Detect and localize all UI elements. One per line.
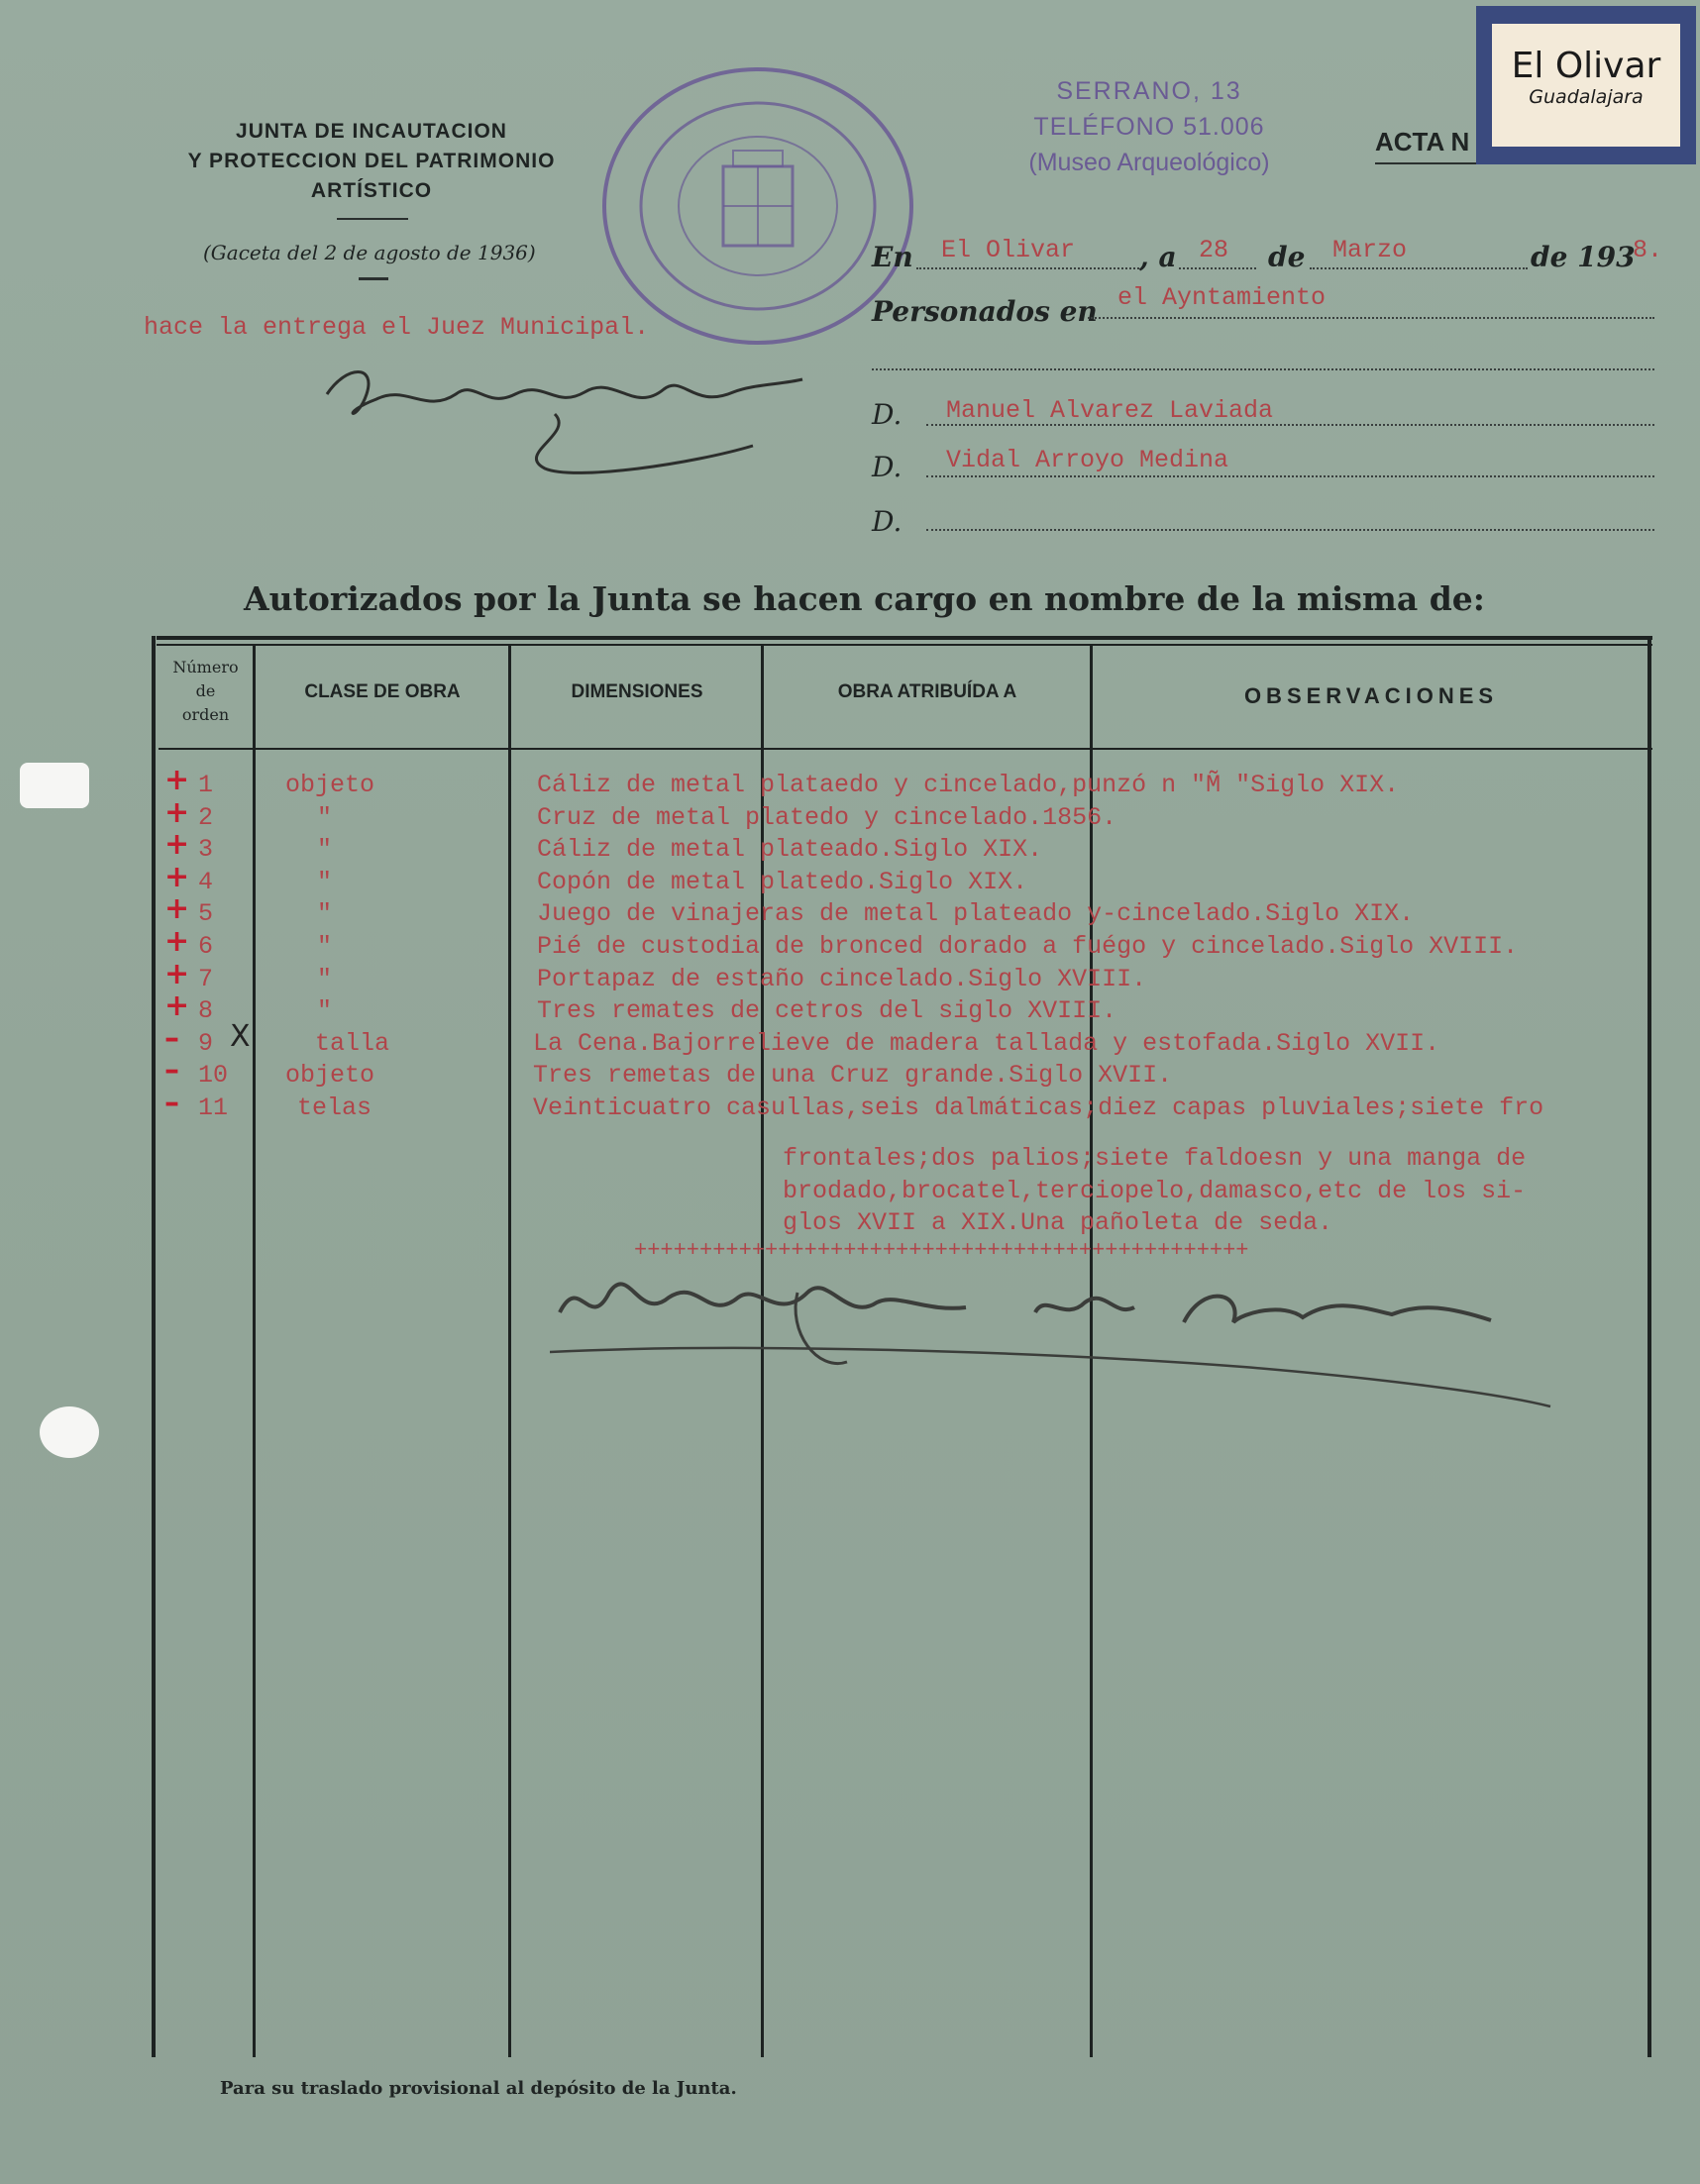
row-check-mark: – xyxy=(164,1053,179,1088)
row-description: Pié de custodia de bronced dorado a fuégo y cincelado.Siglo XVIII. xyxy=(537,932,1519,961)
month-label: de xyxy=(1268,241,1306,273)
table-col-divider-2 xyxy=(508,644,511,2057)
row-number: 6 xyxy=(198,932,214,961)
personados-dots-2 xyxy=(872,368,1654,370)
table-header-rule xyxy=(159,748,1652,750)
person-3-label: D. xyxy=(872,505,903,538)
row-number: 1 xyxy=(198,771,214,799)
person-2-dots xyxy=(926,475,1654,477)
row-description: Juego de vinajeras de metal plateado y-cincelado.Siglo XIX. xyxy=(537,899,1415,928)
row-check-mark: + xyxy=(164,795,190,830)
row-clase: telas xyxy=(297,1093,372,1122)
row-check-mark: – xyxy=(164,1021,179,1056)
row-clase: " xyxy=(317,996,333,1025)
row-description: Tres remates de cetros del siglo XVIII. xyxy=(537,996,1117,1025)
header-clase-de-obra: CLASE DE OBRA xyxy=(304,681,461,702)
person-3-dots xyxy=(926,529,1654,531)
row-check-mark: + xyxy=(164,957,190,991)
issuer-line-3: ARTÍSTICO xyxy=(310,179,433,202)
person-1-label: D. xyxy=(872,398,903,431)
punch-hole-2 xyxy=(40,1406,99,1458)
place-label: En xyxy=(872,241,913,273)
place-value: El Olivar xyxy=(941,236,1076,264)
row-check-mark: + xyxy=(164,924,190,959)
address-line-1: SERRANO, 13 xyxy=(1056,77,1242,105)
row-clase: " xyxy=(317,899,333,928)
row-description: Cáliz de metal plateado.Siglo XIX. xyxy=(537,835,1043,864)
row-clase: " xyxy=(317,932,333,961)
place-dots xyxy=(916,267,1139,269)
day-value: 28 xyxy=(1199,236,1229,264)
row-check-mark: – xyxy=(164,1086,179,1120)
punch-hole-1 xyxy=(20,763,89,808)
row-number: 8 xyxy=(198,996,214,1025)
year-digit: 8. xyxy=(1633,236,1663,264)
delivery-note: hace la entrega el Juez Municipal. xyxy=(144,313,650,342)
month-dots xyxy=(1310,267,1528,269)
header-divider xyxy=(337,218,408,220)
personados-dots xyxy=(1088,317,1654,319)
issuer-header xyxy=(149,117,594,206)
address-line-2: TELÉFONO 51.006 xyxy=(1033,113,1265,141)
continuation-line-3: glos XVII a XIX.Una pañoleta de seda. xyxy=(783,1208,1333,1237)
header-dimensiones: DIMENSIONES xyxy=(571,681,703,702)
archive-label-subtitle: Guadalajara xyxy=(1529,86,1644,108)
archive-label-inner xyxy=(1492,24,1680,147)
row-description: Tres remetas de una Cruz grande.Siglo XVII. xyxy=(533,1061,1173,1090)
row-number: 10 xyxy=(198,1061,229,1090)
row-clase: " xyxy=(317,803,333,832)
year-label: de 193 xyxy=(1531,241,1636,273)
table-right-border xyxy=(1647,636,1651,2057)
row-9-x-mark: X xyxy=(230,1019,251,1054)
month-value: Marzo xyxy=(1332,236,1408,264)
issuer-line-1: JUNTA DE INCAUTACION xyxy=(236,120,507,143)
ornament-icon xyxy=(359,277,388,290)
continuation-line-1: frontales;dos palios;siete faldoesn y una manga de xyxy=(783,1144,1527,1173)
row-check-mark: + xyxy=(164,763,190,797)
row-description: La Cena.Bajorrelieve de madera tallada y estofada.Siglo XVII. xyxy=(533,1029,1440,1058)
row-number: 4 xyxy=(198,868,214,896)
row-number: 5 xyxy=(198,899,214,928)
person-2-name: Vidal Arroyo Medina xyxy=(946,446,1229,474)
row-description: Cáliz de metal plataedo y cincelado,punzó n "M̃ "Siglo XIX. xyxy=(537,771,1400,799)
day-label: , a xyxy=(1139,241,1177,273)
header-obra-atribuida: OBRA ATRIBUÍDA A xyxy=(837,681,1017,702)
row-description: Cruz de metal platedo y cincelado.1856. xyxy=(537,803,1117,832)
signature-bottom xyxy=(550,1253,1560,1421)
row-check-mark: + xyxy=(164,860,190,894)
row-number: 9 xyxy=(198,1029,214,1058)
table-top-rule-2 xyxy=(157,644,1652,646)
day-dots xyxy=(1179,267,1256,269)
archive-label-title: El Olivar xyxy=(1511,46,1661,86)
table-top-rule-1 xyxy=(157,636,1652,640)
row-description: Veinticuatro casullas,seis dalmáticas;diez capas pluviales;siete fro xyxy=(533,1093,1544,1122)
acta-number-label: ACTA N xyxy=(1375,127,1470,156)
header-num-line-3: orden xyxy=(181,705,230,724)
person-1-name: Manuel Alvarez Laviada xyxy=(946,396,1274,425)
address-line-3: (Museo Arqueológico) xyxy=(1028,149,1270,176)
section-heading: Autorizados por la Junta se hacen cargo en nombre de la misma de: xyxy=(244,579,1485,618)
personados-value: el Ayntamiento xyxy=(1117,283,1327,312)
address-stamp xyxy=(961,73,1337,180)
row-clase: objeto xyxy=(285,771,375,799)
row-description: Portapaz de estaño cincelado.Siglo XVIII. xyxy=(537,965,1147,993)
closing-line: +++++++++++++++++++++++++++++++++++++++++++++++ xyxy=(634,1238,1249,1263)
table-left-border xyxy=(152,636,156,2057)
gazette-reference: (Gaceta del 2 de agosto de 1936) xyxy=(203,241,536,264)
issuer-line-2: Y PROTECCION DEL PATRIMONIO xyxy=(187,150,556,172)
row-description: Copón de metal platedo.Siglo XIX. xyxy=(537,868,1028,896)
continuation-line-2: brodado,brocatel,terciopelo,damasco,etc de los si- xyxy=(783,1177,1527,1205)
personados-label: Personados en xyxy=(872,295,1098,328)
row-number: 7 xyxy=(198,965,214,993)
row-number: 3 xyxy=(198,835,214,864)
header-num-order xyxy=(159,656,253,727)
header-num-line-1: Número xyxy=(172,658,239,676)
row-clase: " xyxy=(317,965,333,993)
row-clase: " xyxy=(317,835,333,864)
footer-note: Para su traslado provisional al depósito de la Junta. xyxy=(220,2078,737,2099)
header-num-line-2: de xyxy=(195,681,216,700)
signature-left xyxy=(317,355,832,483)
row-clase: " xyxy=(317,868,333,896)
archive-label xyxy=(1476,6,1696,164)
row-check-mark: + xyxy=(164,988,190,1023)
row-clase: objeto xyxy=(285,1061,375,1090)
row-number: 11 xyxy=(198,1093,229,1122)
table-col-divider-1 xyxy=(253,644,256,2057)
header-observaciones: OBSERVACIONES xyxy=(1243,683,1499,708)
row-clase: talla xyxy=(315,1029,390,1058)
row-number: 2 xyxy=(198,803,214,832)
row-check-mark: + xyxy=(164,891,190,926)
row-check-mark: + xyxy=(164,827,190,862)
person-2-label: D. xyxy=(872,451,903,483)
